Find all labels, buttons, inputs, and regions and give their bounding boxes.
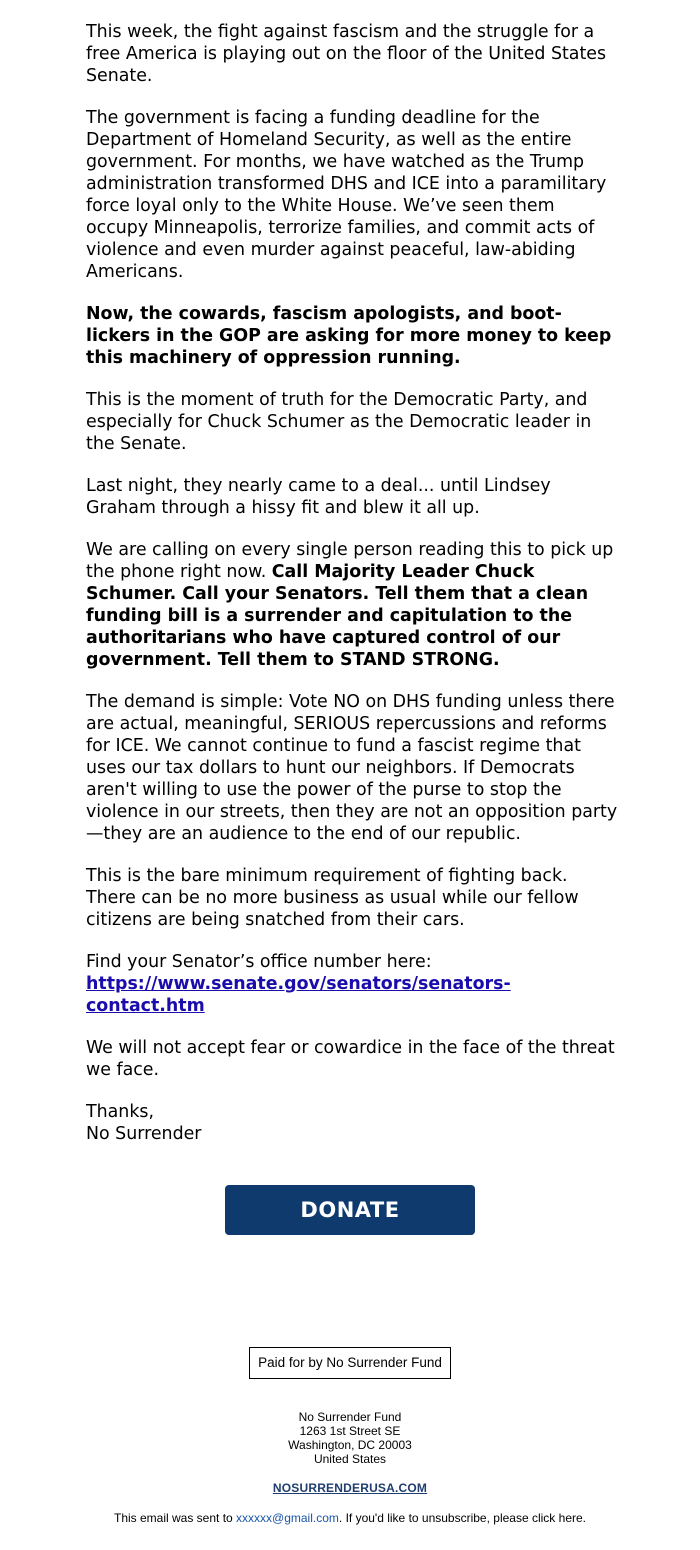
- demand-paragraph: The demand is simple: Vote NO on DHS funding unless there are actual, meaningful, SERIOUS repercussions and reforms for ICE. We cannot continue to fund a fascist regime that uses our tax dollars to hunt our neighbors. If Democrats aren't willing to use the power of the purse to stop the violence in our streets, then they are not an opposition party—they are an audience to the end of our republic.: [86, 692, 618, 844]
- donate-button[interactable]: DONATE: [225, 1185, 475, 1235]
- bare-minimum-paragraph: This is the bare minimum requirement of fighting back. There can be no more business as usual while our fellow citizens are being snatched from their cars.: [86, 866, 579, 930]
- gop-paragraph: Now, the cowards, fascism apologists, and boot-lickers in the GOP are asking for more money to keep this machinery of oppression running.: [86, 304, 612, 368]
- mailing-address: [0, 1410, 700, 1466]
- signoff: [86, 1101, 620, 1145]
- donate-section: [0, 1185, 700, 1235]
- signoff-thanks: Thanks,: [86, 1102, 154, 1122]
- paid-for-disclaimer: Paid for by No Surrender Fund: [249, 1347, 451, 1379]
- unsubscribe-text[interactable]: . If you'd like to unsubscribe, please click here.: [338, 1511, 586, 1525]
- moment-of-truth-paragraph: This is the moment of truth for the Democratic Party, and especially for Chuck Schumer as the Democratic leader in the Senate.: [86, 390, 592, 454]
- senate-contact-link[interactable]: https://www.senate.gov/senators/senators-contact.htm: [86, 974, 511, 1016]
- call-bold-text: Call Majority Leader Chuck Schumer. Call your Senators. Tell them that a clean funding bill is a surrender and capitulation to the authoritarians who have captured control of our government. Tell them to STAND STRONG.: [86, 562, 589, 670]
- call-to-action-paragraph: [86, 539, 620, 671]
- last-night-paragraph: Last night, they nearly came to a deal... until Lindsey Graham through a hissy fit and blew it all up.: [86, 476, 551, 518]
- signoff-name: No Surrender: [86, 1124, 202, 1144]
- intro-paragraph: This week, the fight against fascism and the struggle for a free America is playing out on the floor of the United States Senate.: [86, 22, 607, 86]
- unsubscribe-line: [0, 1511, 700, 1525]
- email-body: [86, 21, 620, 1165]
- address-street: 1263 1st Street SE: [299, 1424, 401, 1438]
- website-link[interactable]: NOSURRENDERUSA.COM: [272, 1481, 428, 1495]
- closing-paragraph: We will not accept fear or cowardice in the face of the threat we face.: [86, 1038, 615, 1080]
- sent-to-prefix: This email was sent to: [113, 1511, 237, 1525]
- funding-deadline-paragraph: The government is facing a funding deadline for the Department of Homeland Security, as well as the entire government. For months, we have watched as the Trump administration transformed DHS and ICE into a paramilitary force loyal only to the White House. We’ve seen them occupy Minneapolis, terrorize families, and commit acts of violence and even murder against peaceful, law-abiding Americans.: [86, 108, 607, 282]
- paid-for-section: [0, 1347, 700, 1379]
- address-country: United States: [313, 1452, 387, 1466]
- senator-lead-text: Find your Senator’s office number here:: [86, 952, 432, 972]
- address-org: No Surrender Fund: [298, 1410, 402, 1424]
- call-lead-text: We are calling on every single person reading this to pick up the phone right now.: [86, 540, 614, 582]
- senator-paragraph: [86, 951, 620, 1017]
- recipient-email-link[interactable]: xxxxxx@gmail.com: [236, 1511, 339, 1525]
- address-city: Washington, DC 20003: [288, 1438, 412, 1452]
- site-link-section: [0, 1481, 700, 1495]
